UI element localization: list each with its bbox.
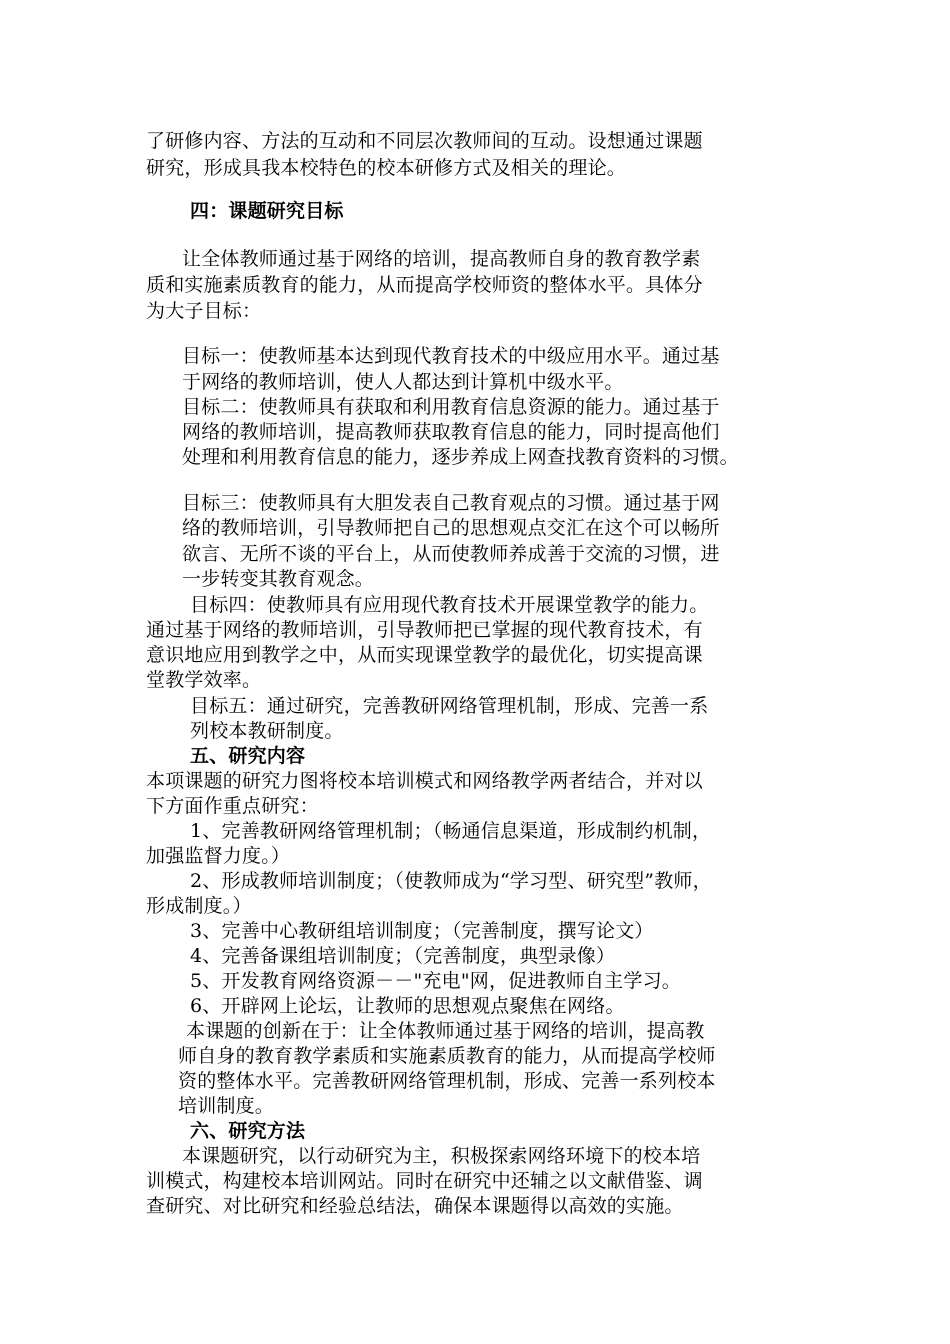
text-line: 意识地应用到教学之中，从而实现课堂教学的最优化，切实提高课	[146, 644, 703, 666]
text-line: 一步转变其教育观念。	[182, 568, 375, 590]
section-heading: 四：课题研究目标	[190, 200, 344, 222]
text-line: 络的教师培训，引导教师把自己的思想观点交汇在这个可以畅所	[182, 517, 720, 539]
text-line: 为大子目标：	[146, 300, 262, 322]
text-line: 于网络的教师培训，使人人都达到计算机中级水平。	[182, 371, 624, 393]
list-item: 4、完善备课组培训制度；（完善制度，典型录像）	[190, 945, 616, 967]
list-item: 5、开发教育网络资源－－"充电"网，促进教师自主学习。	[190, 970, 681, 992]
text-line: 下方面作重点研究：	[146, 795, 319, 817]
text-line: 通过基于网络的教师培训，引导教师把已掌握的现代教育技术，有	[146, 619, 703, 641]
text-line: 了研修内容、方法的互动和不同层次教师间的互动。设想通过课题	[146, 130, 703, 152]
text-line: 目标五：通过研究，完善教研网络管理机制，形成、完善一系	[190, 695, 709, 717]
list-item: 6、开辟网上论坛，让教师的思想观点聚焦在网络。	[190, 995, 625, 1017]
text-line: 网络的教师培训，提高教师获取教育信息的能力，同时提高他们	[182, 421, 720, 443]
text-line: 本课题的创新在于：让全体教师通过基于网络的培训，提高教	[186, 1020, 705, 1042]
text-line: 质和实施素质教育的能力，从而提高学校师资的整体水平。具体分	[146, 274, 703, 296]
text-line: 加强监督力度。）	[146, 845, 291, 867]
text-line: 形成制度。）	[146, 895, 252, 917]
list-item: 3、完善中心教研组培训制度；（完善制度，撰写论文）	[190, 920, 654, 942]
text-line: 目标四：使教师具有应用现代教育技术开展课堂教学的能力。	[190, 594, 709, 616]
list-item: 2、形成教师培训制度；（使教师成为“学习型、研究型”教师，	[190, 870, 712, 892]
text-line: 训模式，构建校本培训网站。同时在研究中还辅之以文献借鉴、调	[146, 1170, 703, 1192]
section-heading: 六、研究方法	[190, 1120, 306, 1142]
text-line: 目标一：使教师基本达到现代教育技术的中级应用水平。通过基	[182, 345, 720, 367]
text-line: 处理和利用教育信息的能力，逐步养成上网查找教育资料的习惯。	[182, 446, 739, 468]
text-line: 本课题研究，以行动研究为主，积极探索网络环境下的校本培	[182, 1145, 701, 1167]
text-line: 欲言、无所不谈的平台上，从而使教师养成善于交流的习惯，进	[182, 543, 720, 565]
list-item: 1、完善教研网络管理机制；（畅通信息渠道，形成制约机制，	[190, 820, 712, 842]
text-line: 培训制度。	[178, 1095, 275, 1117]
text-line: 本项课题的研究力图将校本培训模式和网络教学两者结合，并对以	[146, 770, 703, 792]
text-line: 师自身的教育教学素质和实施素质教育的能力，从而提高学校师	[178, 1045, 716, 1067]
text-line: 列校本教研制度。	[190, 720, 344, 742]
section-heading: 五、研究内容	[190, 745, 306, 767]
text-line: 目标三：使教师具有大胆发表自己教育观点的习惯。通过基于网	[182, 492, 720, 514]
text-line: 目标二：使教师具有获取和利用教育信息资源的能力。通过基于	[182, 396, 720, 418]
text-line: 让全体教师通过基于网络的培训，提高教师自身的教育教学素	[182, 248, 701, 270]
text-line: 堂教学效率。	[146, 669, 262, 691]
text-line: 资的整体水平。完善教研网络管理机制，形成、完善一系列校本	[178, 1070, 716, 1092]
text-line: 研究，形成具我本校特色的校本研修方式及相关的理论。	[146, 157, 627, 179]
text-line: 查研究、对比研究和经验总结法，确保本课题得以高效的实施。	[146, 1195, 684, 1217]
